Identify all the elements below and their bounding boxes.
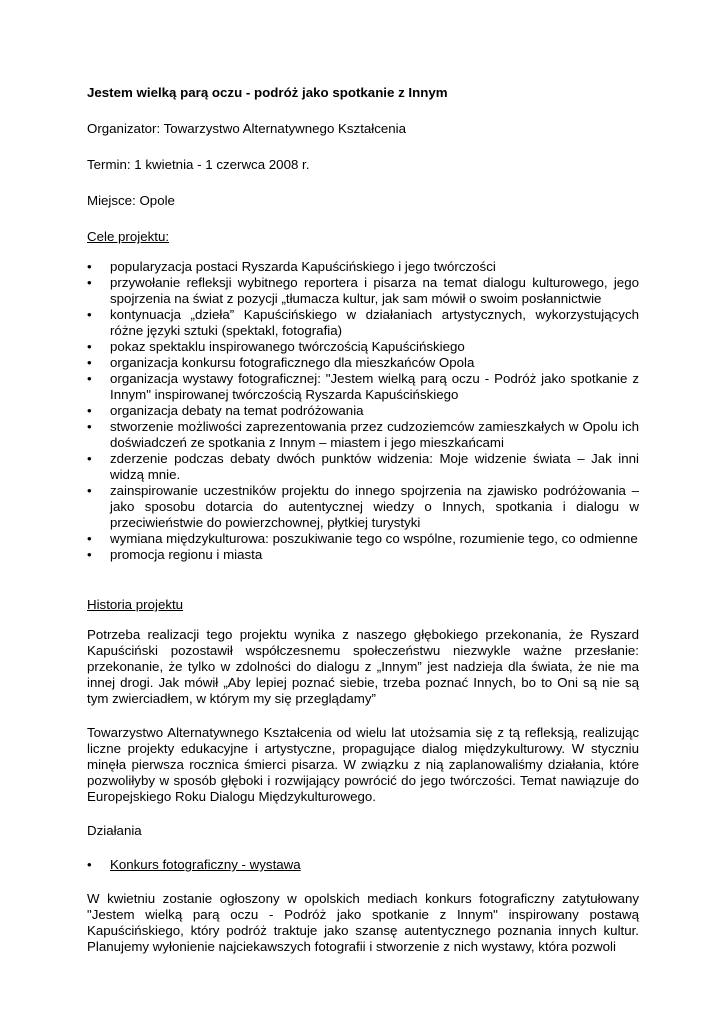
bullet-icon: • <box>87 307 92 322</box>
goals-heading: Cele projektu: <box>87 229 170 244</box>
list-item <box>87 419 639 451</box>
contest-item-text: Konkurs fotograficzny - wystawa <box>110 857 301 872</box>
bullet-icon: • <box>87 355 92 370</box>
goal-text: zainspirowanie uczestników projektu do innego spojrzenia na zjawisko podróżowania – jako sposobu dotarcia do autentycznej wiedzy o Innych, spotkania i dialogu w przeciwieństwie do powierzchownej, płytkiej turystyki <box>110 483 639 530</box>
list-item <box>87 275 639 307</box>
document-content <box>87 85 639 955</box>
goal-text: pokaz spektaklu inspirowanego twórczością Kapuścińskiego <box>110 339 465 354</box>
actions-list <box>87 857 639 873</box>
list-item <box>87 547 639 563</box>
goal-text: organizacja wystawy fotograficznej: "Jestem wielką parą oczu - Podróż jako spotkanie z Innym" inspirowanej twórczością Ryszarda Kapuścińskiego <box>110 371 639 402</box>
bullet-icon: • <box>87 483 92 498</box>
bullet-icon: • <box>87 857 92 872</box>
bullet-icon: • <box>87 403 92 418</box>
history-paragraph-1: Potrzeba realizacji tego projektu wynika z naszego głębokiego przekonania, że Ryszard Kapuściński pozostawił współczesnemu społeczeństwu niezwykle ważne przesłanie: przekonanie, że tylko w zdolności do dialogu z „Innym” jest nadzieja dla świata, że nie ma innej drogi. Jak mówił „Aby lepiej poznać siebie, trzeba poznać Innych, bo to Oni są nie są tym zwierciadłem, w którym my się przeglądamy” <box>87 627 639 706</box>
document-title: Jestem wielką parą oczu - podróż jako spotkanie z Innym <box>87 85 448 100</box>
list-item <box>87 371 639 403</box>
history-heading: Historia projektu <box>87 597 184 612</box>
goal-text: organizacja debaty na temat podróżowania <box>110 403 364 418</box>
list-item <box>87 339 639 355</box>
bullet-icon: • <box>87 371 92 386</box>
goal-text: organizacja konkursu fotograficznego dla mieszkańców Opola <box>110 355 475 370</box>
bullet-icon: • <box>87 419 92 434</box>
place-line: Miejsce: Opole <box>87 193 175 208</box>
list-item <box>87 857 639 873</box>
list-item <box>87 483 639 531</box>
bullet-icon: • <box>87 547 92 562</box>
list-item <box>87 451 639 483</box>
goal-text: przywołanie refleksji wybitnego reportera i pisarza na temat dialogu kulturowego, jego spojrzenia na świat z pozycji „tłumacza kultur, jak sam mówił o swoim posłannictwie <box>110 275 639 306</box>
list-item <box>87 403 639 419</box>
goal-text: zderzenie podczas debaty dwóch punktów widzenia: Moje widzenie świata – Jak inni widzą mnie. <box>110 451 639 482</box>
bullet-icon: • <box>87 339 92 354</box>
goal-text: kontynuacja „dzieła” Kapuścińskiego w działaniach artystycznych, wykorzystujących różne języki sztuki (spektakl, fotografia) <box>110 307 639 338</box>
list-item <box>87 531 639 547</box>
actions-heading: Działania <box>87 823 142 838</box>
goal-text: wymiana międzykulturowa: poszukiwanie tego co wspólne, rozumienie tego, co odmienne <box>110 531 638 546</box>
organizer-line: Organizator: Towarzystwo Alternatywnego Kształcenia <box>87 121 407 136</box>
bullet-icon: • <box>87 451 92 466</box>
contest-paragraph: W kwietniu zostanie ogłoszony w opolskich mediach konkurs fotograficzny zatytułowany "Jestem wielką parą oczu - Podróż jako spotkanie z Innym" inspirowany postawą Kapuścińskiego, który podróż traktuje jako szansę autentycznego poznania innych kultur. Planujemy wyłonienie najciekawszych fotografii i stworzenie z nich wystawy, która pozwoli <box>87 891 639 954</box>
list-item <box>87 259 639 275</box>
goal-text: stworzenie możliwości zaprezentowania przez cudzoziemców zamieszkałych w Opolu ich doświadczeń ze spotkania z Innym – miastem i jego mieszkańcami <box>110 419 639 450</box>
term-line: Termin: 1 kwietnia - 1 czerwca 2008 r. <box>87 157 310 172</box>
list-item <box>87 355 639 371</box>
goals-list <box>87 259 639 563</box>
history-paragraph-2: Towarzystwo Alternatywnego Kształcenia od wielu lat utożsamia się z tą refleksją, realizując liczne projekty edukacyjne i artystyczne, propagujące dialog międzykulturowy. W styczniu minęła pierwsza rocznica śmierci pisarza. W związku z nią zaplanowaliśmy działania, które pozwoliłyby w sposób głęboki i rozwijający powrócić do jego twórczości. Temat nawiązuje do Europejskiego Roku Dialogu Międzykulturowego. <box>87 725 639 804</box>
list-item <box>87 307 639 339</box>
bullet-icon: • <box>87 259 92 274</box>
bullet-icon: • <box>87 275 92 290</box>
bullet-icon: • <box>87 531 92 546</box>
goal-text: promocja regionu i miasta <box>110 547 263 562</box>
goal-text: popularyzacja postaci Ryszarda Kapuścińskiego i jego twórczości <box>110 259 496 274</box>
